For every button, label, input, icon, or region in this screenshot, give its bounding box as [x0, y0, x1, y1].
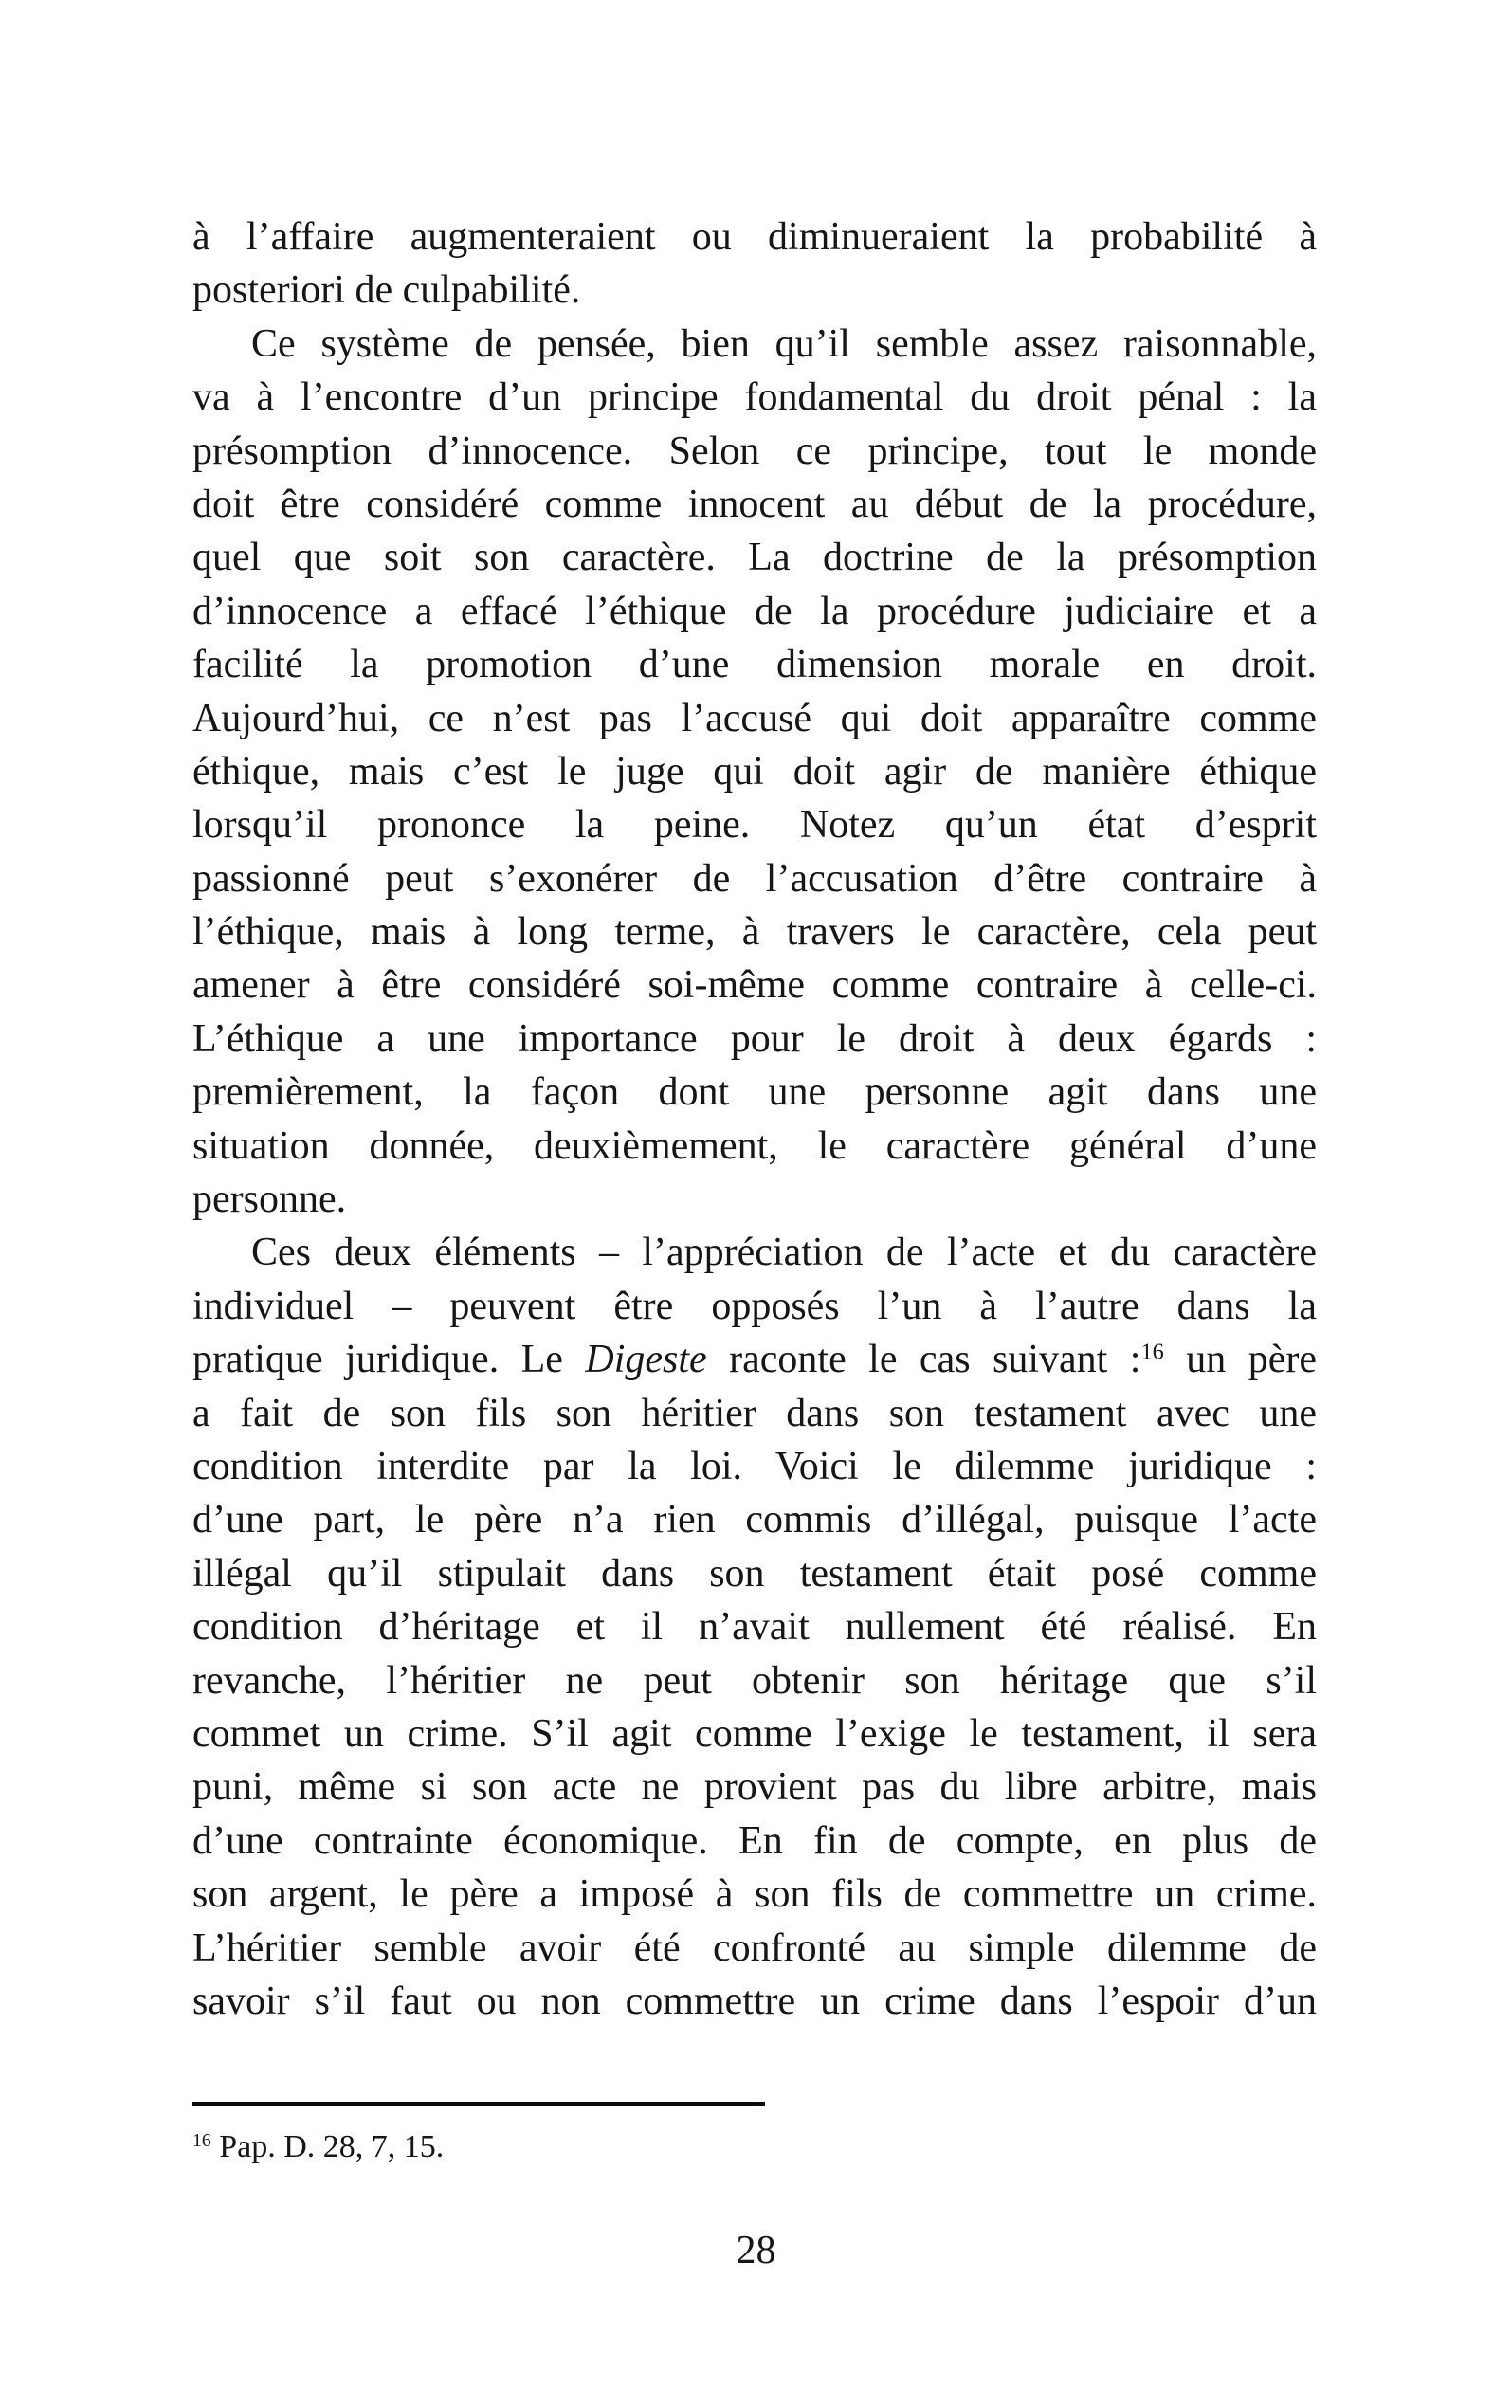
text-line [192, 1280, 1317, 1333]
text-line [192, 1066, 1317, 1119]
text-line [192, 1868, 1317, 1921]
text-run: a fait de son fils son héritier dans son testament avec une [192, 1391, 1317, 1435]
text-line [192, 1922, 1317, 1975]
text-line [192, 852, 1317, 905]
text-run: lorsqu’il prononce la peine. Notez qu’un état d’esprit [192, 803, 1317, 848]
text-run: d’une contrainte économique. En fin de compte, en plus de [192, 1818, 1317, 1863]
text-line [192, 264, 1317, 317]
text-line [192, 1012, 1317, 1066]
text-run: individuel – peuvent être opposés l’un à l’autre dans la [192, 1284, 1317, 1328]
footnote-reference: 16 [1140, 1339, 1164, 1365]
text-run: éthique, mais c’est le juge qui doit agir de manière éthique [192, 749, 1317, 794]
footnote-marker: 16 [192, 2130, 211, 2152]
text-line [192, 371, 1317, 424]
text-run: situation donnée, deuxièmement, le caractère général d’une [192, 1123, 1317, 1168]
text-run: son argent, le père a imposé à son fils de commettre un crime. [192, 1872, 1317, 1917]
text-line [192, 1760, 1317, 1814]
text-line [192, 1654, 1317, 1707]
text-line [192, 745, 1317, 798]
text-run: l’éthique, mais à long terme, à travers le caractère, cela peut [192, 910, 1317, 955]
text-run: un père [1163, 1338, 1317, 1382]
text-line [192, 318, 1317, 371]
text-run: condition interdite par la loi. Voici le dilemme juridique : [192, 1444, 1317, 1488]
text-run: présomption d’innocence. Selon ce principe, tout le monde [192, 429, 1317, 473]
text-line [192, 1387, 1317, 1440]
text-run: d’innocence a effacé l’éthique de la procédure judiciaire et a [192, 589, 1317, 633]
text-run: raconte le cas suivant : [706, 1338, 1141, 1382]
text-line [192, 478, 1317, 531]
text-line [192, 1547, 1317, 1600]
text-line [192, 1600, 1317, 1653]
page-number: 28 [736, 2229, 776, 2272]
footnote-text: Pap. D. 28, 7, 15. [210, 2129, 445, 2164]
footnote-separator [192, 2102, 765, 2106]
text-run: passionné peut s’exonérer de l’accusation d’être contraire à [192, 856, 1317, 901]
text-line [192, 1120, 1317, 1173]
text-run: revanche, l’héritier ne peut obtenir son héritage que s’il [192, 1658, 1317, 1703]
text-run: Ces deux éléments – l’appréciation de l’acte et du caractère [251, 1231, 1317, 1275]
body-text [192, 210, 1317, 2028]
text-line [192, 425, 1317, 478]
text-run: personne. [192, 1177, 347, 1222]
text-run: doit être considéré comme innocent au début de la procédure, [192, 482, 1317, 526]
text-run: illégal qu’il stipulait dans son testament était posé comme [192, 1551, 1317, 1596]
text-run: commet un crime. S’il agit comme l’exige le testament, il sera [192, 1711, 1317, 1756]
text-run: facilité la promotion d’une dimension morale en droit. [192, 643, 1317, 687]
text-line [192, 1975, 1317, 2028]
text-line [192, 1226, 1317, 1279]
text-run: quel que soit son caractère. La doctrine de la présomption [192, 536, 1317, 580]
text-line [192, 585, 1317, 638]
text-line [192, 692, 1317, 745]
text-line [192, 1493, 1317, 1546]
text-run: Ce système de pensée, bien qu’il semble assez raisonnable, [251, 321, 1317, 366]
text-run: posteriori de culpabilité. [192, 268, 581, 313]
text-run: puni, même si son acte ne provient pas du libre arbitre, mais [192, 1765, 1317, 1810]
text-line [192, 1333, 1317, 1386]
text-line [192, 1815, 1317, 1868]
italic-text: Digeste [585, 1338, 707, 1382]
text-run: savoir s’il faut ou non commettre un crime dans l’espoir d’un [192, 1979, 1317, 2023]
text-line [192, 1173, 1317, 1226]
text-line [192, 958, 1317, 1012]
text-run: condition d’héritage et il n’avait nullement été réalisé. En [192, 1605, 1317, 1650]
text-run: premièrement, la façon dont une personne agit dans une [192, 1070, 1317, 1115]
text-line [192, 798, 1317, 851]
text-line [192, 1440, 1317, 1493]
text-line [192, 905, 1317, 958]
text-line [192, 531, 1317, 584]
text-line [192, 1707, 1317, 1760]
text-run: d’une part, le père n’a rien commis d’illégal, puisque l’acte [192, 1498, 1317, 1542]
text-run: va à l’encontre d’un principe fondamental du droit pénal : la [192, 375, 1317, 420]
text-run: à l’affaire augmenteraient ou diminueraient la probabilité à [192, 215, 1317, 259]
text-run: Aujourd’hui, ce n’est pas l’accusé qui doit apparaître comme [192, 696, 1317, 740]
text-run: amener à être considéré soi-même comme contraire à celle-ci. [192, 963, 1317, 1008]
text-run: L’héritier semble avoir été confronté au simple dilemme de [192, 1925, 1317, 1970]
text-run: pratique juridique. Le [192, 1338, 586, 1382]
text-run: L’éthique a une importance pour le droit à deux égards : [192, 1016, 1317, 1061]
footnote [192, 2126, 1317, 2168]
text-line [192, 210, 1317, 264]
text-line [192, 638, 1317, 691]
